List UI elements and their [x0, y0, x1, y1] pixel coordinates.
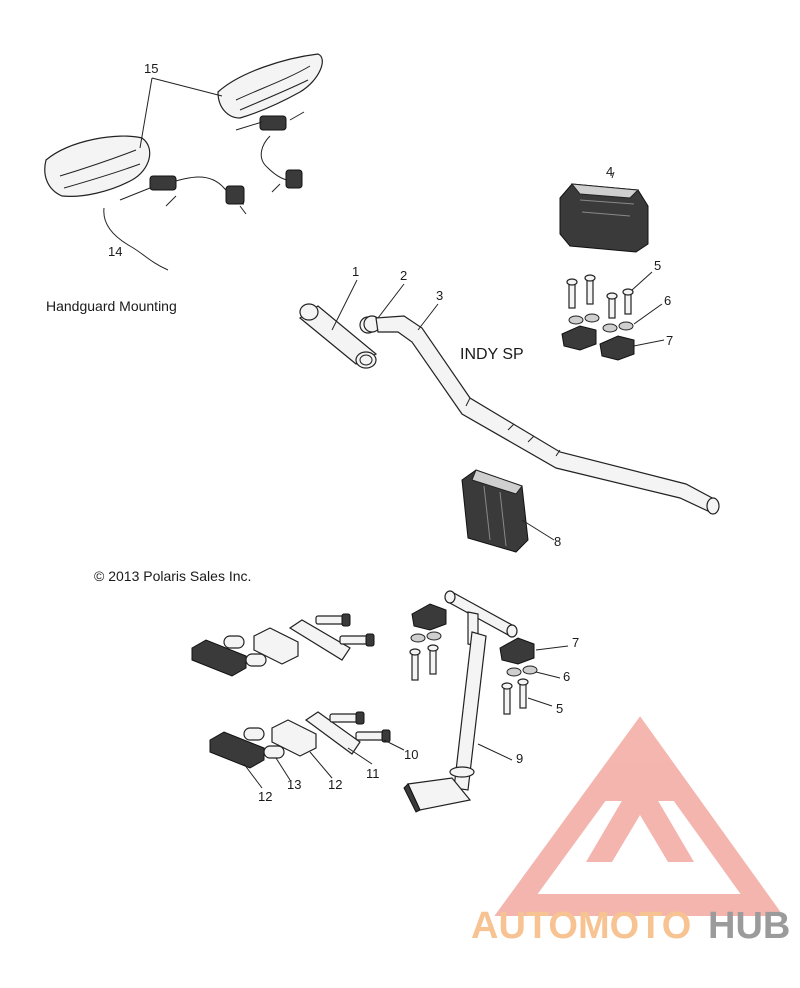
riser-block — [462, 470, 528, 552]
handlebar-grip — [300, 304, 376, 368]
handguard-right-shell — [218, 54, 322, 118]
callout-9 — [478, 744, 523, 766]
linkage-lower — [210, 712, 390, 768]
callout-12-left — [244, 764, 272, 804]
handguard-right-clamp — [260, 116, 286, 130]
callout-4 — [606, 164, 614, 179]
svg-text:1: 1 — [352, 264, 360, 279]
callout-15 — [140, 61, 222, 148]
handguard-mounting-label: Handguard Mounting — [46, 298, 177, 314]
watermark-text-hub: HUB — [708, 905, 791, 947]
svg-text:5: 5 — [654, 258, 662, 273]
svg-text:6: 6 — [563, 669, 571, 684]
callout-2 — [378, 268, 407, 318]
svg-text:2: 2 — [400, 268, 408, 283]
svg-text:12: 12 — [258, 789, 273, 804]
lower-clamp-right — [500, 638, 537, 714]
upper-clamp-bolts — [567, 275, 633, 318]
svg-text:10: 10 — [404, 747, 419, 762]
copyright: © 2013 Polaris Sales Inc. — [94, 568, 252, 584]
callout-5-upper — [632, 258, 661, 290]
callout-6-lower — [536, 669, 570, 684]
watermark-logo — [471, 735, 790, 947]
callout-6-upper — [634, 293, 671, 324]
model-label: INDY SP — [460, 346, 524, 363]
svg-text:14: 14 — [108, 244, 123, 259]
callout-12-right — [310, 752, 342, 792]
handlebar-pad — [560, 184, 648, 252]
svg-text:3: 3 — [436, 288, 444, 303]
callout-1 — [332, 264, 359, 330]
handguard-left-clamp — [150, 176, 176, 190]
watermark-text-auto: AUTOMOTO — [471, 905, 692, 947]
post-clamp-left — [410, 604, 446, 680]
svg-text:8: 8 — [554, 534, 562, 549]
callout-7-upper — [634, 333, 673, 348]
svg-text:12: 12 — [328, 777, 343, 792]
svg-text:15: 15 — [144, 61, 159, 76]
callout-3 — [418, 288, 443, 330]
svg-text:7: 7 — [572, 635, 580, 650]
handguard-assembly — [45, 54, 323, 214]
svg-text:7: 7 — [666, 333, 674, 348]
callout-7-lower — [536, 635, 579, 650]
linkage-upper — [192, 614, 374, 676]
callout-10 — [384, 740, 418, 762]
upper-clamps — [562, 326, 634, 360]
callout-5-lower — [528, 698, 563, 716]
callout-13 — [276, 758, 301, 792]
svg-text:9: 9 — [516, 751, 524, 766]
svg-text:13: 13 — [287, 777, 302, 792]
svg-text:11: 11 — [366, 766, 380, 781]
svg-text:5: 5 — [556, 701, 564, 716]
svg-text:6: 6 — [664, 293, 672, 308]
svg-text:4: 4 — [606, 164, 614, 179]
callout-14 — [104, 208, 168, 270]
watermark-triangle — [516, 735, 762, 905]
